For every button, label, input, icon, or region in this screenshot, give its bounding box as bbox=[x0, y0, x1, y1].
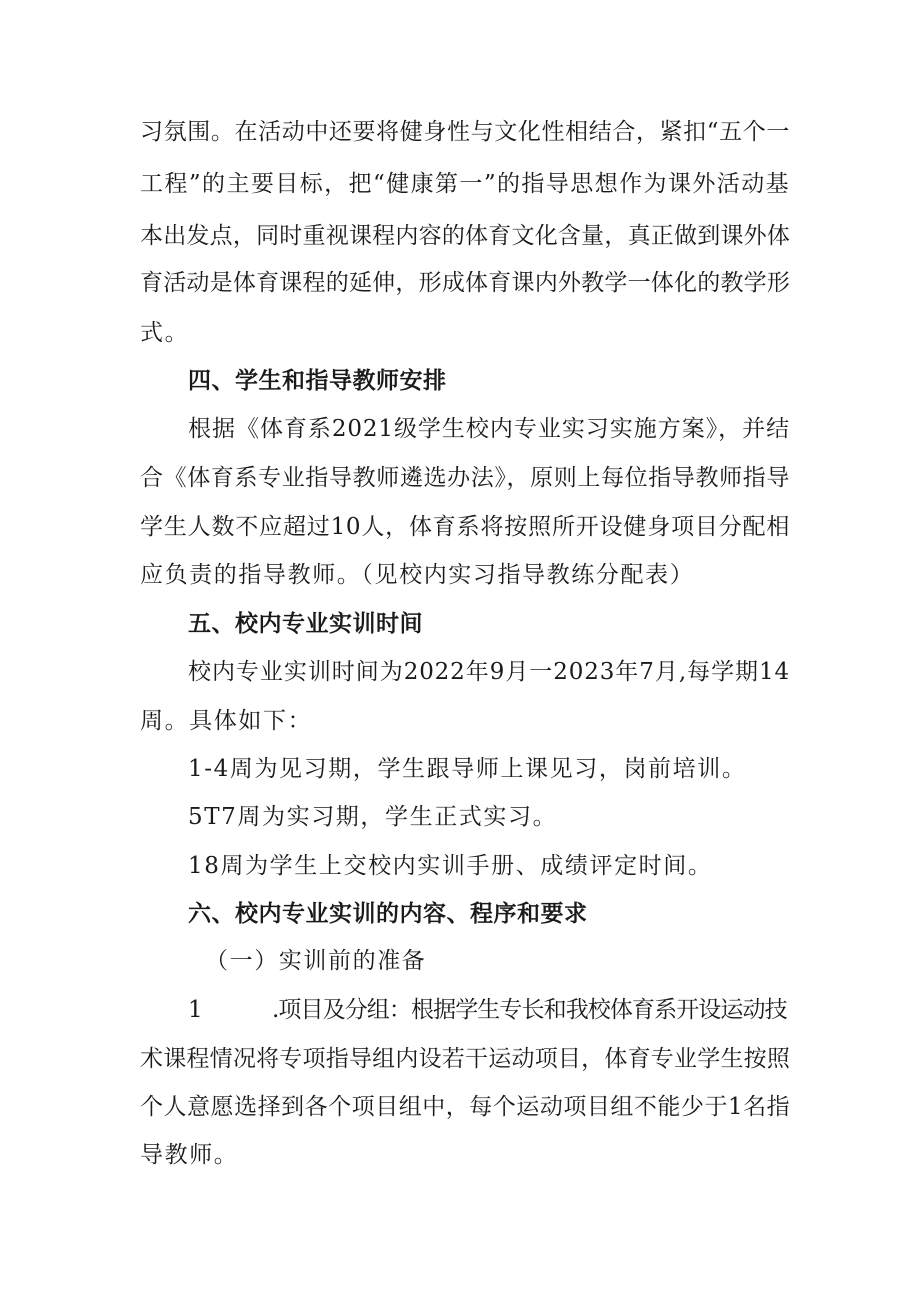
paragraph-line: 工程”的主要目标，把“健康第一”的指导思想作为课外活动基 bbox=[140, 171, 790, 197]
section-heading: 六、校内专业实训的内容、程序和要求 bbox=[188, 901, 588, 927]
paragraph-line: 1-4周为见习期，学生跟导师上课见习，岗前培训。 bbox=[188, 756, 747, 782]
paragraph-line: 5T7周为实习期，学生正式实习。 bbox=[188, 804, 558, 830]
list-item-text: .项目及分组：根据学生专长和我校体育系开设运动技 bbox=[272, 997, 787, 1023]
paragraph-line: 18周为学生上交校内实训手册、成绩评定时间。 bbox=[188, 853, 713, 879]
subsection-heading: （一）实训前的准备 bbox=[205, 948, 427, 974]
paragraph-line: 导教师。 bbox=[140, 1142, 239, 1168]
paragraph-line: 习氛围。在活动中还要将健身性与文化性相结合，紧扣“五个一 bbox=[140, 119, 790, 145]
paragraph-line: 合《体育系专业指导教师遴选办法》，原则上每位指导教师指导 bbox=[140, 465, 790, 491]
paragraph-line: 个人意愿选择到各个项目组中，每个运动项目组不能少于1名指 bbox=[140, 1094, 790, 1120]
paragraph-line: 学生人数不应超过10人，体育系将按照所开设健身项目分配相 bbox=[140, 514, 790, 540]
list-item-number: 1 bbox=[188, 997, 202, 1023]
paragraph-line: 应负责的指导教师。（见校内实习指导教练分配表） bbox=[140, 562, 695, 588]
section-heading: 四、学生和指导教师安排 bbox=[188, 368, 447, 394]
paragraph-line: 术课程情况将专项指导组内设若干运动项目，体育专业学生按照 bbox=[140, 1046, 790, 1072]
paragraph-line: 育活动是体育课程的延伸，形成体育课内外教学一体化的教学形 bbox=[140, 270, 790, 296]
paragraph-line: 周。具体如下： bbox=[140, 708, 313, 734]
paragraph-line: 本出发点，同时重视课程内容的体育文化含量，真正做到课外体 bbox=[140, 223, 790, 249]
paragraph-line: 根据《体育系2021级学生校内专业实习实施方案》，并结 bbox=[188, 416, 790, 442]
paragraph-line: 校内专业实训时间为2022年9月一2023年7月,每学期14 bbox=[188, 659, 790, 685]
list-item-first-line bbox=[188, 995, 790, 1025]
section-heading: 五、校内专业实训时间 bbox=[188, 611, 423, 637]
paragraph-line: 式。 bbox=[140, 320, 190, 346]
